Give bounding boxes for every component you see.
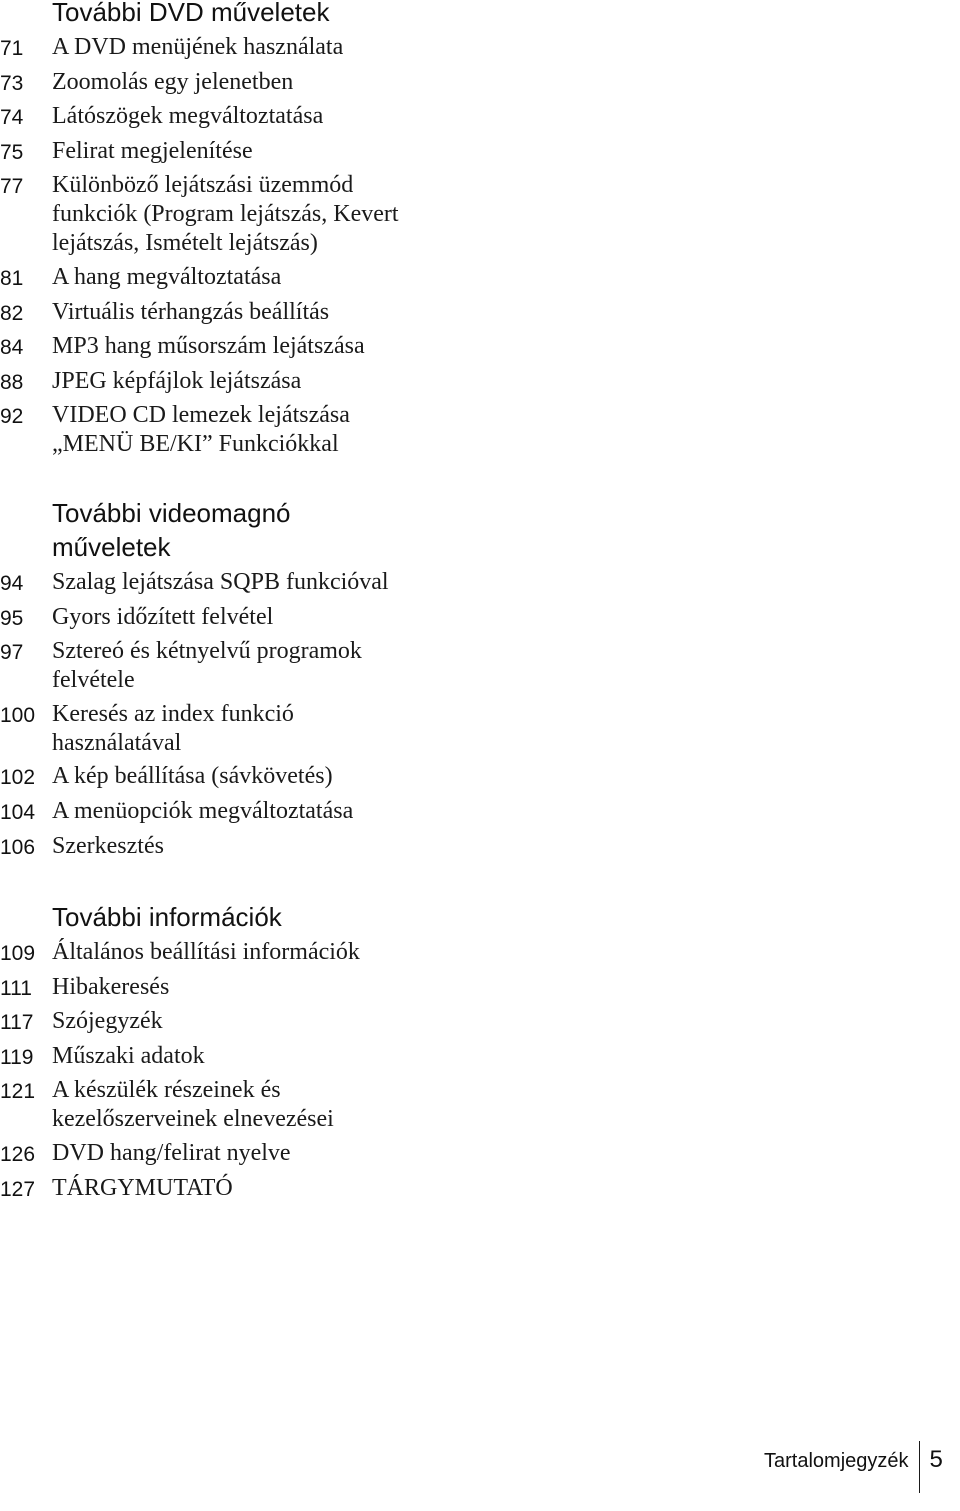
- entry-title: MP3 hang műsorszám lejátszása: [52, 333, 365, 360]
- entry-title: Sztereó és kétnyelvű programok felvétele: [52, 638, 362, 694]
- toc-entry[interactable]: [0, 797, 620, 827]
- toc-entry[interactable]: [0, 1174, 620, 1204]
- footer-page-number: 5: [929, 1446, 943, 1473]
- page-number: 126: [0, 1142, 36, 1166]
- toc-entry[interactable]: [0, 401, 620, 459]
- toc-section-info: [0, 900, 620, 1204]
- entry-title: Gyors időzített felvétel: [52, 603, 274, 630]
- toc-entry[interactable]: [0, 938, 620, 968]
- footer-label: Tartalomjegyzék: [764, 1450, 909, 1472]
- section-title: További videomagnó műveletek: [52, 498, 291, 562]
- toc-entry[interactable]: [0, 762, 620, 792]
- toc-entry[interactable]: [0, 637, 620, 695]
- page-number: 73: [0, 71, 24, 95]
- toc-section-vcr: [0, 496, 620, 862]
- page-number: 88: [0, 370, 24, 394]
- entry-title: Szerkesztés: [52, 832, 164, 859]
- page-number: 127: [0, 1177, 36, 1201]
- page-footer: [764, 1441, 943, 1493]
- toc-entry[interactable]: [0, 102, 620, 132]
- entry-title: Szalag lejátszása SQPB funkcióval: [52, 569, 389, 595]
- page-number: 92: [0, 405, 24, 429]
- page-number: 106: [0, 835, 36, 859]
- toc-entry[interactable]: [0, 568, 620, 598]
- toc-entry[interactable]: [0, 137, 620, 167]
- page-number: 111: [0, 976, 32, 1000]
- entry-title: Szójegyzék: [52, 1008, 163, 1035]
- entry-title: Hibakeresés: [52, 973, 170, 1000]
- page-number: 74: [0, 106, 24, 130]
- toc-entry[interactable]: [0, 1076, 620, 1134]
- entry-title: Felirat megjelenítése: [52, 137, 253, 164]
- toc-entry[interactable]: [0, 68, 620, 98]
- toc-entry[interactable]: [0, 367, 620, 397]
- entry-title: TÁRGYMUTATÓ: [52, 1174, 233, 1201]
- page-number: 75: [0, 140, 24, 164]
- entry-title: Műszaki adatok: [52, 1042, 205, 1069]
- entry-title: A hang megváltoztatása: [52, 263, 282, 290]
- entry-title: JPEG képfájlok lejátszása: [52, 367, 302, 394]
- toc-entry[interactable]: [0, 1007, 620, 1037]
- toc-entry[interactable]: [0, 1042, 620, 1072]
- toc-entry[interactable]: [0, 1139, 620, 1169]
- entry-title: VIDEO CD lemezek lejátszása „MENÜ BE/KI” Funkciókkal: [52, 402, 350, 458]
- page-number: 95: [0, 606, 24, 630]
- page-number: 71: [0, 37, 24, 60]
- page-number: 97: [0, 641, 24, 665]
- toc-entry[interactable]: [0, 832, 620, 862]
- toc-entry[interactable]: [0, 700, 620, 758]
- page-number: 82: [0, 301, 24, 325]
- section-title: További DVD műveletek: [52, 0, 330, 27]
- page-number: 84: [0, 336, 24, 360]
- entry-title: A DVD menüjének használata: [52, 34, 344, 60]
- page-number: 121: [0, 1080, 36, 1104]
- entry-title: DVD hang/felirat nyelve: [52, 1139, 291, 1166]
- entry-title: Általános beállítási információk: [52, 939, 360, 965]
- toc-entry[interactable]: [0, 33, 620, 63]
- entry-title: A készülék részeinek és kezelőszerveinek elnevezései: [52, 1077, 334, 1133]
- entry-title: Keresés az index funkció használatával: [52, 700, 294, 756]
- entry-title: Zoomolás egy jelenetben: [52, 68, 294, 95]
- toc-entry[interactable]: [0, 263, 620, 293]
- entry-title: Virtuális térhangzás beállítás: [52, 298, 330, 325]
- entry-title: Különböző lejátszási üzemmód funkciók (Program lejátszás, Kevert lejátszás, Ismételt lejátszás): [52, 172, 399, 257]
- toc-entry[interactable]: [0, 298, 620, 328]
- toc-entry[interactable]: [0, 603, 620, 633]
- toc-entry[interactable]: [0, 973, 620, 1003]
- page-number: 94: [0, 572, 24, 595]
- toc-entry[interactable]: [0, 171, 620, 258]
- entry-title: A menüopciók megváltoztatása: [52, 797, 354, 824]
- page-number: 81: [0, 266, 24, 290]
- page-number: 119: [0, 1045, 34, 1069]
- page-number: 104: [0, 800, 36, 824]
- toc-section-dvd: [0, 0, 620, 459]
- page-number: 77: [0, 175, 24, 199]
- entry-title: Látószögek megváltoztatása: [52, 103, 324, 130]
- page-number: 117: [0, 1011, 34, 1035]
- page-number: 102: [0, 766, 36, 790]
- section-title: További információk: [52, 902, 282, 932]
- toc-entry[interactable]: [0, 332, 620, 362]
- page-number: 109: [0, 942, 36, 965]
- page-number: 100: [0, 703, 36, 727]
- entry-title: A kép beállítása (sávkövetés): [52, 763, 333, 790]
